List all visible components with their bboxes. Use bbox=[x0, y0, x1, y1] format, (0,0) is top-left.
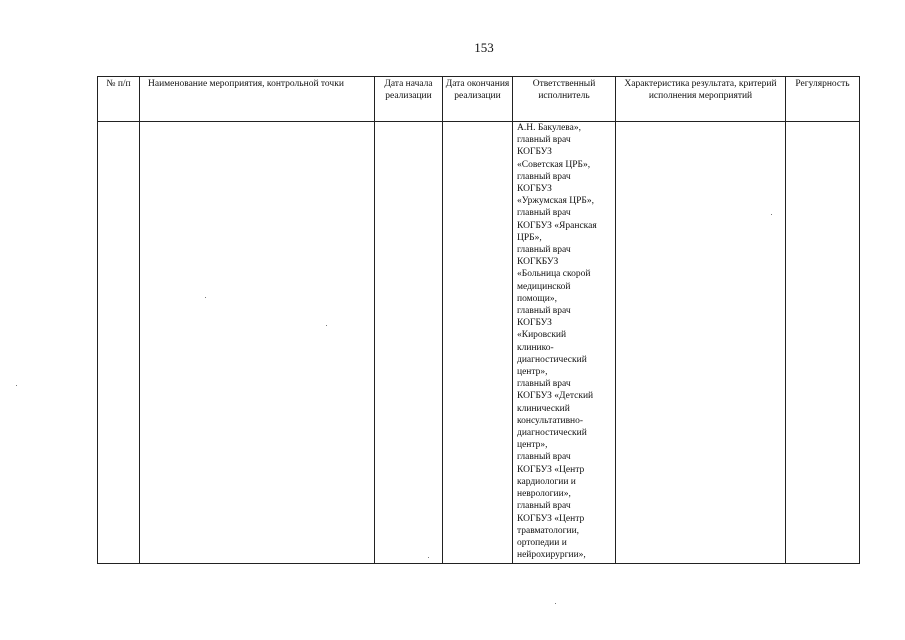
cell-name bbox=[140, 122, 375, 564]
scan-speck bbox=[205, 297, 206, 298]
executor-line: главный врач bbox=[517, 245, 571, 256]
executor-line: КОГБУЗ bbox=[517, 318, 552, 329]
executor-line: центр», bbox=[517, 367, 548, 378]
executor-line: травматологии, bbox=[517, 525, 580, 536]
cell-end-date bbox=[443, 122, 513, 564]
executor-line: медицинской bbox=[517, 281, 571, 292]
executor-line: КОГБУЗ «Яранская bbox=[517, 220, 597, 231]
cell-regularity bbox=[786, 122, 860, 564]
plan-table bbox=[97, 76, 860, 564]
executor-line: главный врач bbox=[517, 501, 571, 512]
executor-line: главный врач bbox=[517, 208, 571, 219]
cell-num bbox=[98, 122, 140, 564]
executor-line: ЦРБ», bbox=[517, 232, 542, 243]
executor-list bbox=[517, 122, 613, 561]
scan-speck bbox=[428, 557, 429, 558]
executor-line: клинико- bbox=[517, 342, 554, 353]
executor-line: главный врач bbox=[517, 452, 571, 463]
executor-line: «Советская ЦРБ», bbox=[517, 159, 591, 170]
executor-line: КОГБУЗ bbox=[517, 147, 552, 158]
executor-line: клинический bbox=[517, 403, 570, 414]
executor-line: КОГБУЗ «Центр bbox=[517, 464, 585, 475]
executor-line: диагностический bbox=[517, 354, 587, 365]
executor-line: центр», bbox=[517, 440, 548, 451]
executor-line: главный врач bbox=[517, 379, 571, 390]
scan-speck bbox=[771, 214, 772, 215]
cell-start-date bbox=[375, 122, 443, 564]
header-result: Характеристика результата, критерий исполнения мероприятий bbox=[616, 77, 786, 122]
executor-line: помощи», bbox=[517, 293, 557, 304]
executor-line: «Кировский bbox=[517, 330, 567, 341]
executor-line: А.Н. Бакулева», bbox=[517, 123, 581, 133]
page-number: 153 bbox=[474, 40, 494, 55]
executor-line: «Уржумская ЦРБ», bbox=[517, 196, 594, 207]
executor-line: КОГБУЗ «Детский bbox=[517, 391, 594, 402]
executor-line: КОГБУЗ bbox=[517, 184, 552, 195]
executor-line: кардиологии и bbox=[517, 476, 576, 487]
executor-line: главный врач bbox=[517, 306, 571, 317]
header-executor: Ответственный исполнитель bbox=[513, 77, 616, 122]
header-name: Наименование мероприятия, контрольной точки bbox=[140, 77, 375, 122]
table-body bbox=[98, 122, 860, 564]
executor-line: нейрохирургии», bbox=[517, 550, 586, 561]
header-row bbox=[98, 77, 860, 122]
executor-line: неврологии», bbox=[517, 489, 571, 500]
scan-speck bbox=[326, 325, 327, 326]
executor-line: ортопедии и bbox=[517, 537, 567, 548]
executor-line: главный врач bbox=[517, 135, 571, 146]
header-start-date: Дата начала реализации bbox=[375, 77, 443, 122]
executor-line: КОГКБУЗ bbox=[517, 257, 559, 268]
table-header bbox=[98, 77, 860, 122]
header-end-date: Дата окончания реализации bbox=[443, 77, 513, 122]
header-regularity: Регулярность bbox=[786, 77, 860, 122]
executor-line: КОГБУЗ «Центр bbox=[517, 513, 585, 524]
cell-executor bbox=[513, 122, 616, 564]
executor-line: главный врач bbox=[517, 171, 571, 182]
executor-line: консультативно- bbox=[517, 415, 584, 426]
executor-line: «Больница скорой bbox=[517, 269, 591, 280]
executor-line: диагностический bbox=[517, 428, 587, 439]
scan-speck bbox=[16, 385, 17, 386]
cell-result bbox=[616, 122, 786, 564]
scan-speck bbox=[555, 603, 556, 604]
table-row bbox=[98, 122, 860, 564]
header-num: № п/п bbox=[98, 77, 140, 122]
